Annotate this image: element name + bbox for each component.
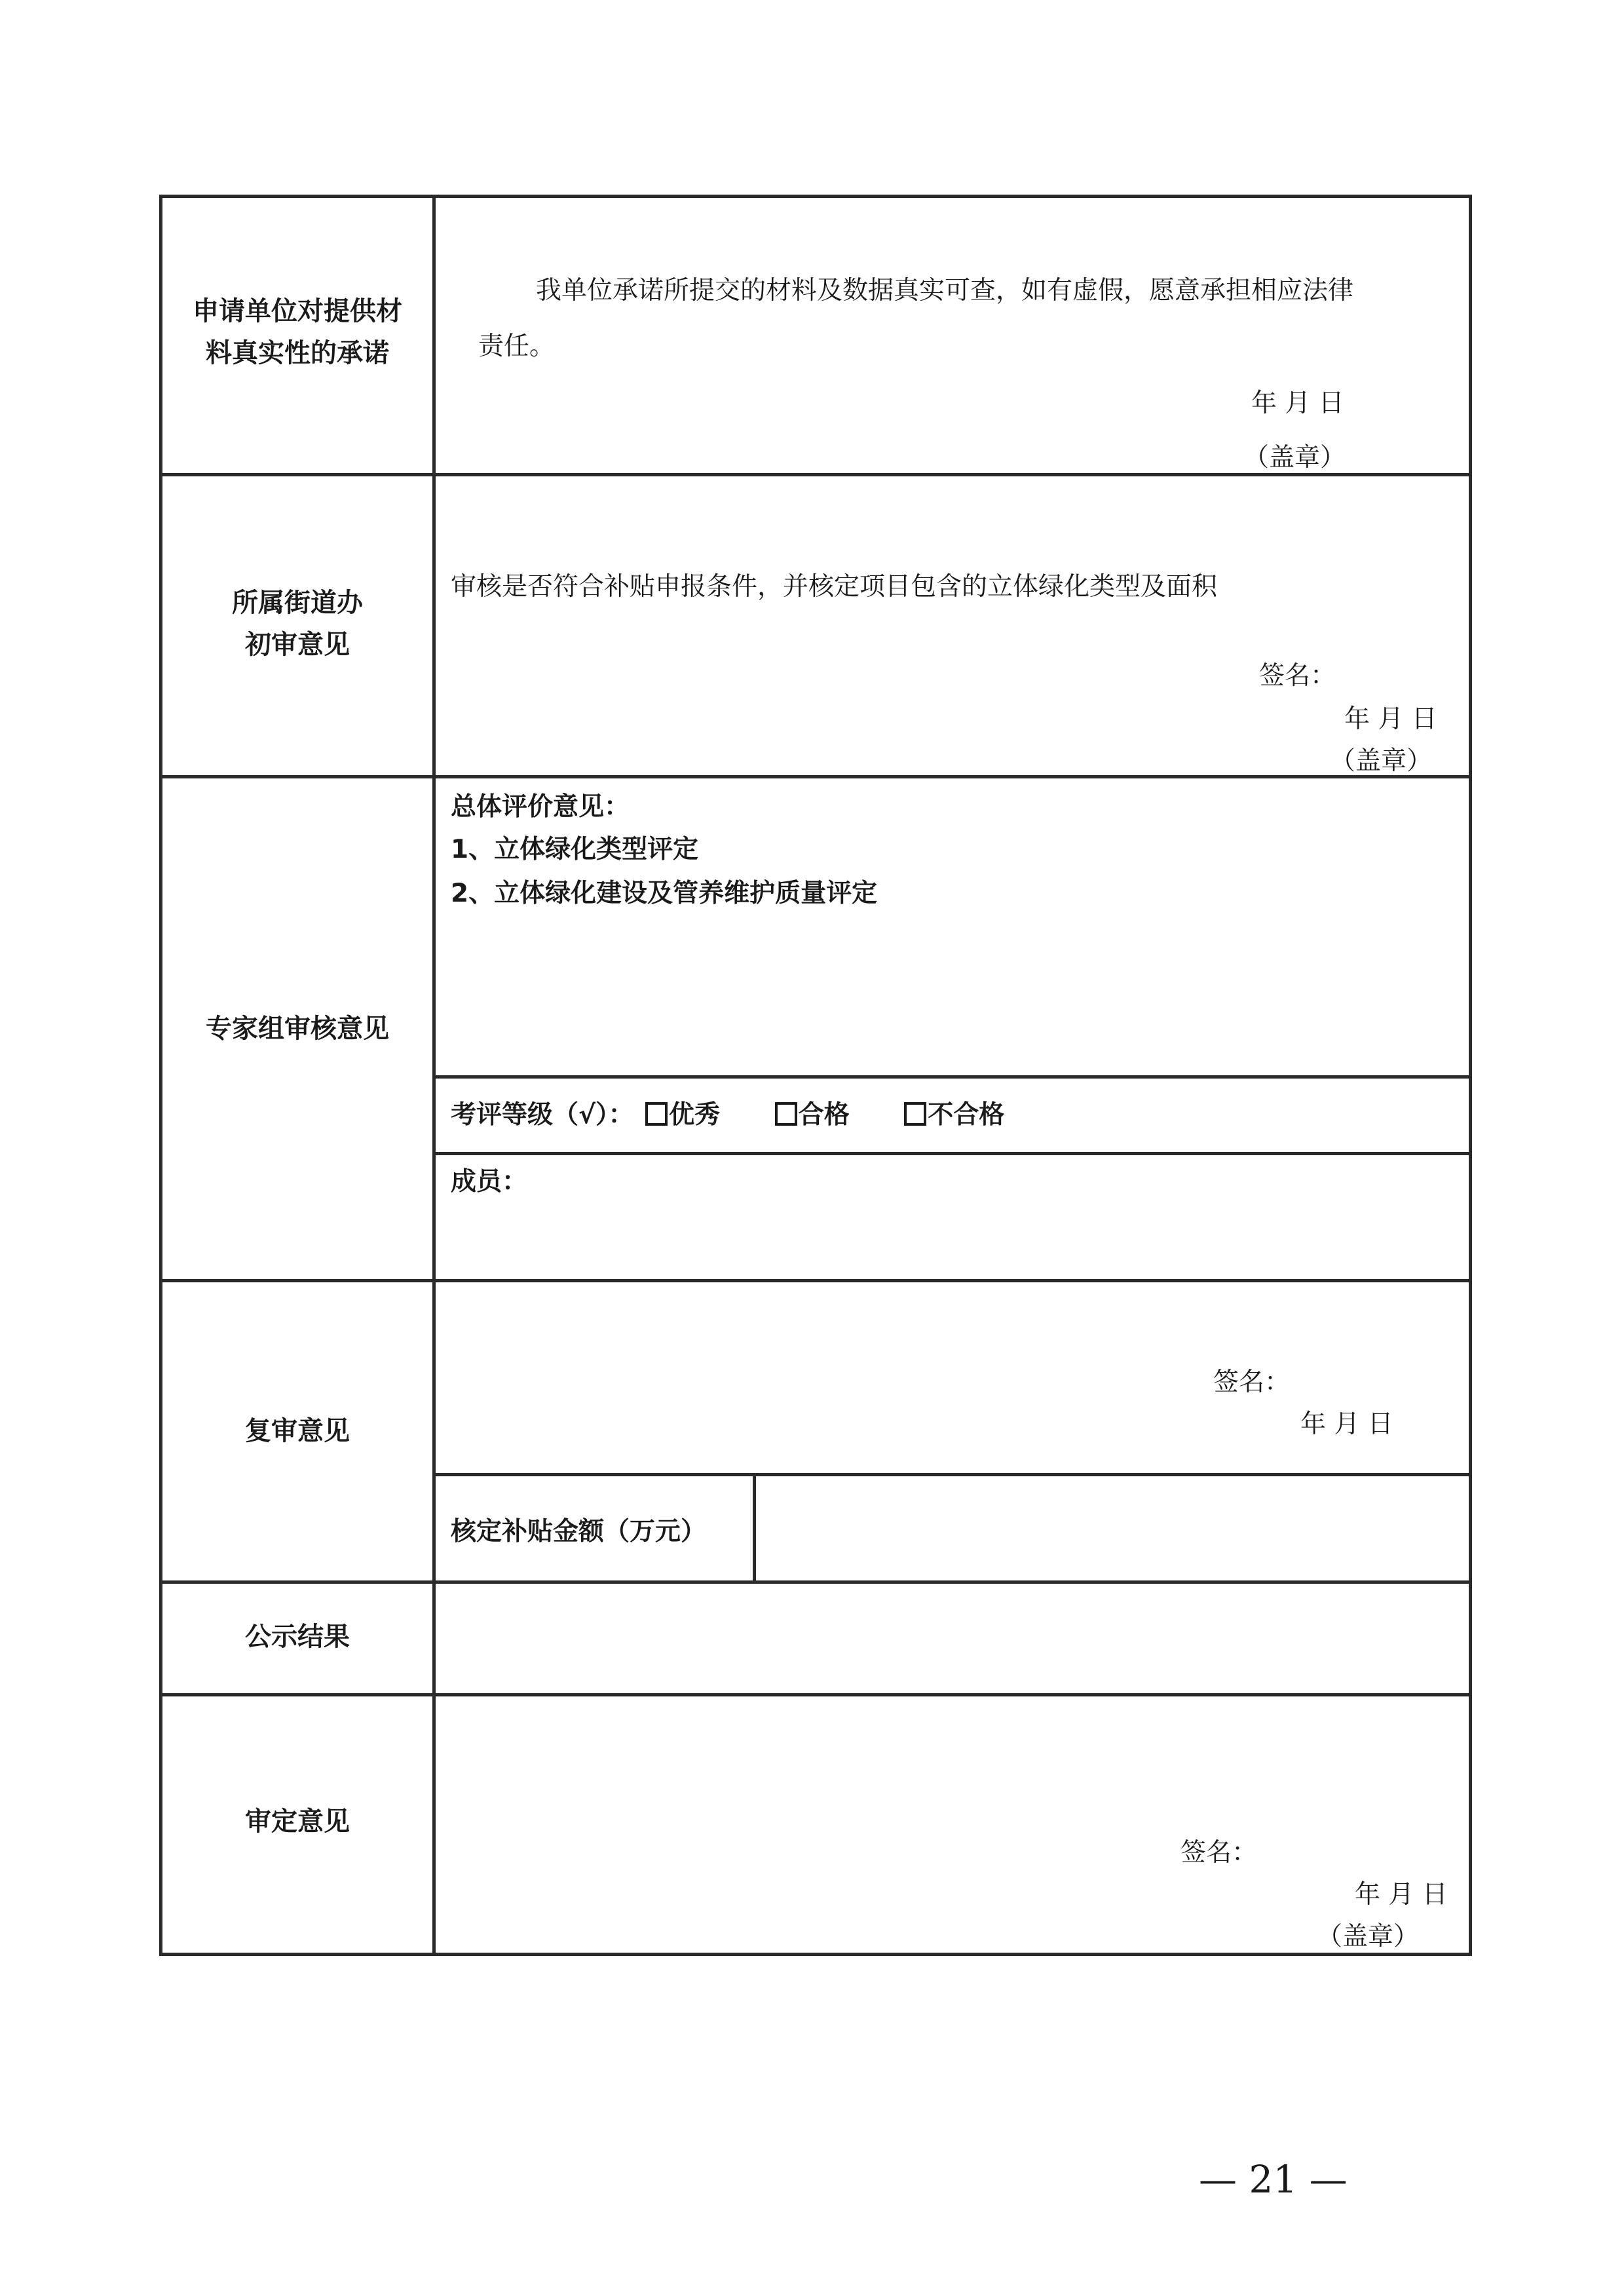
street-office-seal: （盖章） <box>1330 746 1433 776</box>
subsidy-value[interactable] <box>770 1487 1458 1573</box>
expert-item-2: 2、立体绿化建设及管养维护质量评定 <box>451 879 878 908</box>
table-border-top <box>159 195 1472 198</box>
subsidy-label: 核定补贴金额（万元） <box>451 1517 707 1546</box>
approval-seal: （盖章） <box>1317 1922 1420 1951</box>
commitment-text-line2: 责任。 <box>478 332 556 361</box>
publicity-value[interactable] <box>452 1592 1454 1677</box>
commitment-label: 申请单位对提供材 料真实性的承诺 <box>193 296 402 368</box>
commitment-date: 年 月 日 <box>1251 389 1344 418</box>
row-divider <box>159 775 1472 778</box>
street-office-date: 年 月 日 <box>1344 704 1437 734</box>
table-border-left <box>159 195 162 1956</box>
grade-option-pass[interactable]: 合格 <box>775 1100 859 1130</box>
street-office-label: 所属街道办 初审意见 <box>232 588 363 660</box>
grade-option-excellent[interactable]: 优秀 <box>645 1100 729 1130</box>
grade-option-fail[interactable]: 不合格 <box>904 1100 1004 1130</box>
grade-label: 考评等级（√）： <box>451 1100 634 1130</box>
page-number: — 21 — <box>1199 2157 1348 2202</box>
approval-signature: 签名： <box>1180 1838 1258 1867</box>
review-label: 复审意见 <box>245 1416 350 1446</box>
expert-panel-label: 专家组审核意见 <box>206 1014 389 1044</box>
street-office-signature: 签名： <box>1259 661 1336 691</box>
commitment-text-line1: 我单位承诺所提交的材料及数据真实可查，如有虚假，愿意承担相应法律 <box>536 276 1354 305</box>
expert-item-1: 1、立体绿化类型评定 <box>451 835 699 864</box>
expert-overall-heading: 总体评价意见： <box>451 792 630 822</box>
review-date: 年 月 日 <box>1300 1409 1393 1439</box>
row-divider <box>159 1580 1472 1584</box>
subsidy-divider <box>753 1473 756 1582</box>
approval-label: 审定意见 <box>245 1807 350 1837</box>
checkbox-icon[interactable] <box>904 1102 926 1126</box>
grade-row <box>451 1094 1004 1131</box>
expert-subrow-divider <box>432 1075 1472 1079</box>
members-label: 成员： <box>451 1167 528 1196</box>
commitment-seal: （盖章） <box>1243 443 1346 472</box>
checkbox-icon[interactable] <box>645 1102 668 1126</box>
review-signature: 签名： <box>1213 1368 1291 1397</box>
publicity-label: 公示结果 <box>245 1622 350 1652</box>
row-divider <box>159 1693 1472 1696</box>
approval-date: 年 月 日 <box>1355 1880 1448 1909</box>
row-divider <box>159 1279 1472 1282</box>
review-subrow-divider <box>432 1473 1472 1476</box>
checkbox-icon[interactable] <box>775 1102 797 1126</box>
expert-subrow-divider <box>432 1152 1472 1155</box>
table-border-bottom <box>159 1953 1472 1956</box>
street-office-instruction: 审核是否符合补贴申报条件，并核定项目包含的立体绿化类型及面积 <box>451 572 1218 602</box>
